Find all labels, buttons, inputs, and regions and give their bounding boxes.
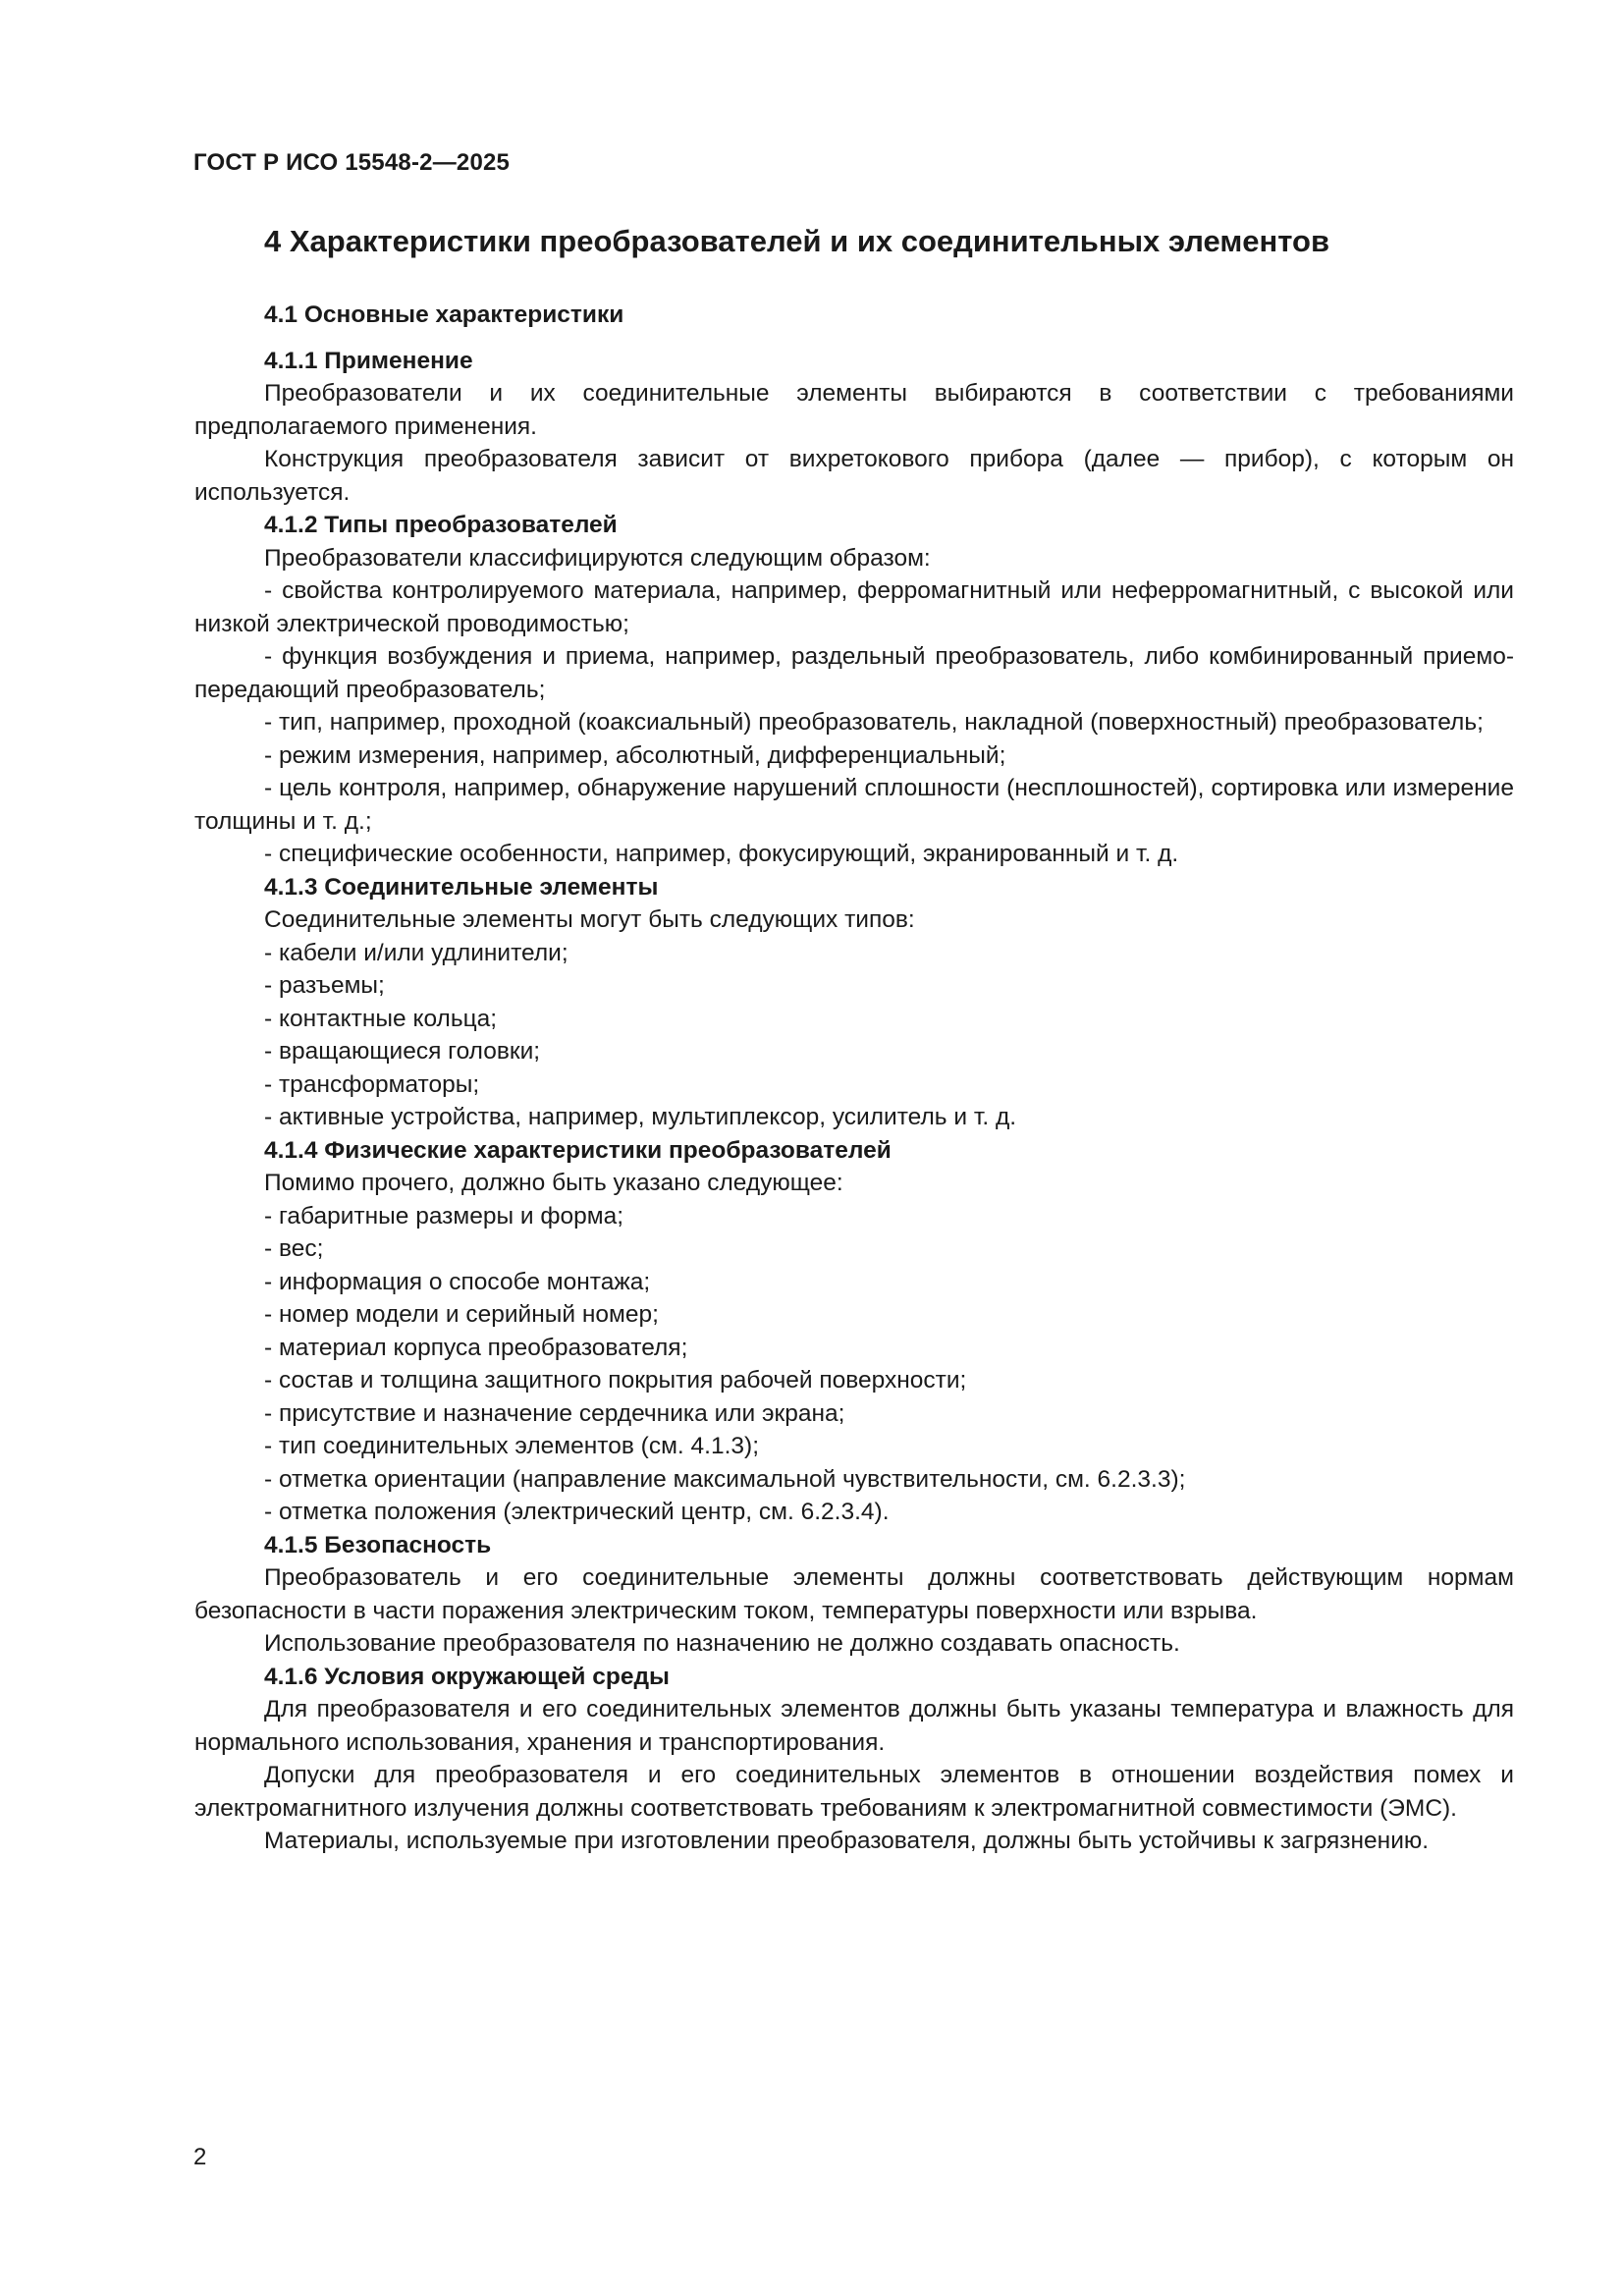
- list-item: - отметка положения (электрический центр, см. 6.2.3.4).: [264, 1499, 890, 1525]
- paragraph: Конструкция преобразователя зависит от вихретокового прибора (далее — прибор), с которым он используется.: [194, 446, 1514, 506]
- clause-title-connecting-elements: 4.1.3 Соединительные элементы: [264, 873, 659, 901]
- list-item: - трансформаторы;: [264, 1070, 480, 1098]
- list-item: - функция возбуждения и приема, например, раздельный преобразователь, либо комбинированный приемо-передающий преобразователь;: [194, 643, 1514, 703]
- list-item: - тип соединительных элементов (см. 4.1.3);: [264, 1433, 759, 1459]
- list-item: - вращающиеся головки;: [264, 1038, 541, 1065]
- list-item: - кабели и/или удлинители;: [264, 939, 568, 966]
- list-item: - активные устройства, например, мультиплексор, усилитель и т. д.: [264, 1104, 1017, 1130]
- list-item: - тип, например, проходной (коаксиальный) преобразователь, накладной (поверхностный) преобразователь;: [264, 709, 1484, 736]
- subsection-title: 4.1 Основные характеристики: [264, 301, 624, 328]
- page-number: 2: [193, 2144, 207, 2170]
- paragraph: Допуски для преобразователя и его соединительных элементов в отношении воздействия помех и электромагнитного излучения должны соответствовать требованиям к электромагнитной совместимости (ЭМС).: [194, 1762, 1514, 1822]
- list-item: - режим измерения, например, абсолютный, дифференциальный;: [264, 741, 1006, 769]
- paragraph: Для преобразователя и его соединительных элементов должны быть указаны температура и влажность для нормального использования, хранения и транспортирования.: [194, 1696, 1514, 1756]
- paragraph: Материалы, используемые при изготовлении преобразователя, должны быть устойчивы к загрязнению.: [264, 1828, 1430, 1854]
- clause-title-application: 4.1.1 Применение: [264, 347, 473, 374]
- list-item: - разъемы;: [264, 972, 385, 999]
- paragraph: Преобразователь и его соединительные элементы должны соответствовать действующим нормам безопасности в части поражения электрическим током, температуры поверхности или взрыва.: [194, 1564, 1514, 1624]
- list-item: - свойства контролируемого материала, например, ферромагнитный или неферромагнитный, с высокой или низкой электрической проводимостью;: [194, 577, 1514, 637]
- list-intro: Преобразователи классифицируются следующим образом:: [264, 544, 931, 572]
- clause-title-types: 4.1.2 Типы преобразователей: [264, 512, 618, 538]
- document-body: [194, 222, 1514, 1858]
- paragraph: Использование преобразователя по назначению не должно создавать опасность.: [264, 1630, 1180, 1657]
- list-item: - вес;: [264, 1235, 324, 1262]
- list-item: - габаритные размеры и форма;: [264, 1202, 624, 1230]
- list-item: - отметка ориентации (направление максимальной чувствительности, см. 6.2.3.3);: [264, 1465, 1186, 1493]
- list-intro: Помимо прочего, должно быть указано следующее:: [264, 1170, 843, 1196]
- list-item: - цель контроля, например, обнаружение нарушений сплошности (несплошностей), сортировка или измерение толщины и т. д.;: [194, 775, 1514, 835]
- list-item: - контактные кольца;: [264, 1005, 498, 1032]
- section-title: 4 Характеристики преобразователей и их соединительных элементов: [264, 224, 1330, 258]
- clause-title-physical-characteristics: 4.1.4 Физические характеристики преобразователей: [264, 1136, 892, 1164]
- clause-title-safety: 4.1.5 Безопасность: [264, 1531, 492, 1558]
- list-item: - информация о способе монтажа;: [264, 1268, 651, 1295]
- list-item: - специфические особенности, например, фокусирующий, экранированный и т. д.: [264, 841, 1179, 867]
- list-item: - состав и толщина защитного покрытия рабочей поверхности;: [264, 1367, 967, 1394]
- list-item: - присутствие и назначение сердечника или экрана;: [264, 1399, 845, 1427]
- paragraph: Преобразователи и их соединительные элементы выбираются в соответствии с требованиями предполагаемого применения.: [194, 380, 1514, 440]
- clause-title-environment: 4.1.6 Условия окружающей среды: [264, 1663, 670, 1690]
- list-intro: Соединительные элементы могут быть следующих типов:: [264, 906, 915, 933]
- list-item: - номер модели и серийный номер;: [264, 1301, 659, 1328]
- list-item: - материал корпуса преобразователя;: [264, 1334, 688, 1361]
- document-code: ГОСТ Р ИСО 15548-2—2025: [193, 149, 511, 176]
